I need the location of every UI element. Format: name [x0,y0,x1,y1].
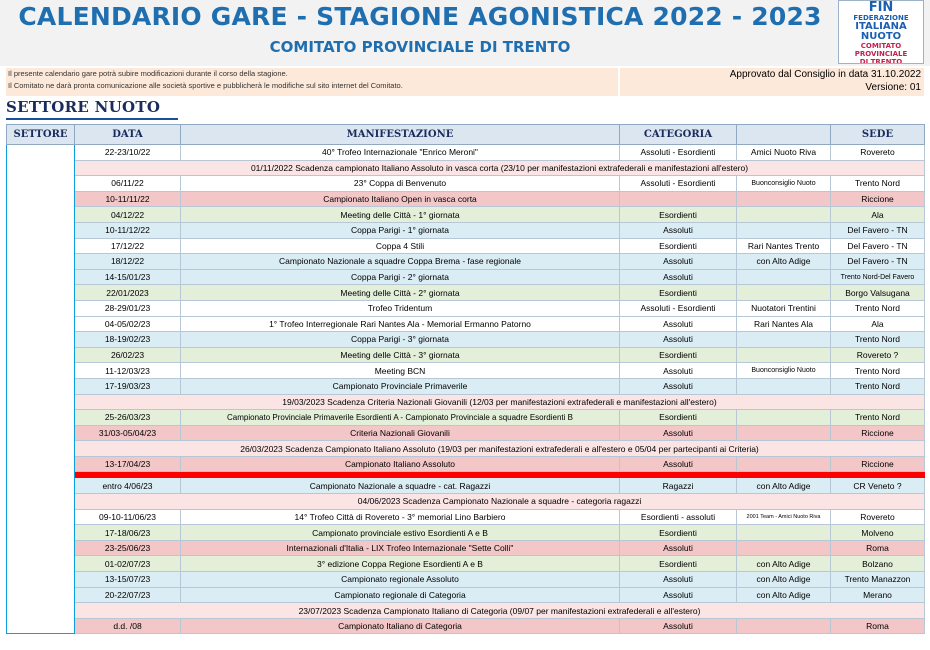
venue-cell: Trento Nord [831,332,925,348]
society-cell [737,540,831,556]
category-cell: Assoluti - Esordienti [620,300,737,316]
logo-provinciale: PROVINCIALE [854,50,908,58]
date-cell: 01-02/07/23 [75,556,181,572]
date-cell: 10-11/11/22 [75,191,181,207]
event-name-cell: 3° edizione Coppa Regione Esordienti A e B [181,556,620,572]
date-cell: 04/12/22 [75,207,181,223]
sector-label-nuoto [7,145,75,634]
date-cell: d.d. /08 [75,618,181,634]
date-cell: 11-12/03/23 [75,363,181,379]
table-row [7,618,925,634]
table-row [7,207,925,223]
venue-cell: Molveno [831,525,925,541]
deadline-notice-row [7,441,925,457]
date-cell: 23-25/06/23 [75,540,181,556]
event-name-cell: Coppa Parigi - 1° giornata [181,222,620,238]
venue-cell: Roma [831,618,925,634]
table-row [7,254,925,270]
fin-logo [838,0,924,64]
category-cell [620,191,737,207]
society-cell: con Alto Adige [737,587,831,603]
date-cell: 20-22/07/23 [75,587,181,603]
date-cell: 26/02/23 [75,347,181,363]
table-row [7,509,925,525]
category-cell: Esordienti [620,347,737,363]
event-name-cell: Criteria Nazionali Giovanili [181,425,620,441]
event-name-cell: Campionato provinciale estivo Esordienti A e B [181,525,620,541]
event-name-cell: Campionato Italiano di Categoria [181,618,620,634]
calendar-table [6,124,925,634]
category-cell: Assoluti - Esordienti [620,145,737,161]
category-cell: Assoluti [620,222,737,238]
society-cell: con Alto Adige [737,478,831,494]
date-cell: 18/12/22 [75,254,181,270]
society-cell: 2001 Team - Amici Nuoto Riva [737,509,831,525]
table-row [7,540,925,556]
event-name-cell: Campionato Provinciale Primaverile [181,378,620,394]
table-row [7,525,925,541]
category-cell: Ragazzi [620,478,737,494]
society-cell: Buonconsiglio Nuoto [737,363,831,379]
category-cell: Assoluti [620,378,737,394]
sector-letter: U [36,362,45,377]
version-text: Versione: 01 [865,82,921,93]
approval-text: Approvato dal Consiglio in data 31.10.2022 [729,69,921,80]
event-name-cell: Campionato Nazionale a squadre Coppa Brema - fase regionale [181,254,620,270]
date-cell: 04-05/02/23 [75,316,181,332]
date-cell: 31/03-05/04/23 [75,425,181,441]
table-row [7,269,925,285]
event-name-cell: Coppa 4 Stili [181,238,620,254]
event-name-cell: 14° Trofeo Città di Rovereto - 3° memorial Lino Barbiero [181,509,620,525]
event-name-cell: Campionato Italiano Open in vasca corta [181,191,620,207]
col-sede: SEDE [831,125,925,145]
col-societa [737,125,831,145]
sector-letter: O [35,382,46,397]
venue-cell: Trento Nord [831,300,925,316]
venue-cell: Trento Manazzon [831,572,925,588]
date-cell: 17-18/06/23 [75,525,181,541]
date-cell: 10-11/12/22 [75,222,181,238]
category-cell: Assoluti [620,363,737,379]
sector-letter: O [35,422,46,437]
venue-cell: Del Favero - TN [831,222,925,238]
date-cell: 13-17/04/23 [75,456,181,472]
logo-nuoto: NUOTO [860,31,902,42]
logo-federazione: FEDERAZIONE [853,14,909,22]
table-row [7,191,925,207]
venue-cell: Trento Nord [831,363,925,379]
event-name-cell: Campionato regionale Assoluto [181,572,620,588]
category-cell: Esordienti [620,207,737,223]
society-cell: con Alto Adige [737,572,831,588]
society-cell [737,332,831,348]
venue-cell: Riccione [831,456,925,472]
category-cell: Assoluti [620,316,737,332]
col-categoria: CATEGORIA [620,125,737,145]
society-cell: Nuotatori Trentini [737,300,831,316]
society-cell [737,285,831,301]
category-cell: Assoluti [620,254,737,270]
venue-cell: Borgo Valsugana [831,285,925,301]
category-cell: Esordienti [620,525,737,541]
society-cell [737,456,831,472]
society-cell [737,525,831,541]
note-line-1: Il presente calendario gare potrà subire modificazioni durante il corso della stagione. [8,69,288,78]
venue-cell: Rovereto [831,145,925,161]
table-row [7,347,925,363]
note-line-2: Il Comitato ne darà pronta comunicazione alle società sportive e pubblicherà le modifiche sul sito internet del Comitato. [8,81,403,90]
date-cell: 09-10-11/06/23 [75,509,181,525]
date-cell: 22/01/2023 [75,285,181,301]
date-cell: 17-19/03/23 [75,378,181,394]
venue-cell: Ala [831,207,925,223]
date-cell: entro 4/06/23 [75,478,181,494]
logo-comitato: COMITATO [860,42,902,50]
page-title: CALENDARIO GARE - STAGIONE AGONISTICA 2022 - 2023 [18,2,822,31]
table-row [7,145,925,161]
logo-di-trento: DI TRENTO [859,58,903,64]
category-cell: Assoluti [620,456,737,472]
date-cell: 25-26/03/23 [75,410,181,426]
event-name-cell: Meeting delle Città - 3° giornata [181,347,620,363]
event-name-cell: Internazionali d'Italia - LIX Trofeo Internazionale "Sette Colli" [181,540,620,556]
society-cell: con Alto Adige [737,254,831,270]
society-cell: Buonconsiglio Nuoto [737,176,831,192]
event-name-cell: Campionato Italiano Assoluto [181,456,620,472]
deadline-notice-row [7,494,925,510]
notes-box [6,68,618,96]
date-cell: 17/12/22 [75,238,181,254]
section-underline [6,118,178,120]
venue-cell: Ala [831,316,925,332]
table-row [7,176,925,192]
table-row [7,410,925,426]
table-row [7,238,925,254]
category-cell: Esordienti [620,556,737,572]
deadline-notice-row [7,603,925,619]
col-manifestazione: MANIFESTAZIONE [181,125,620,145]
table-row [7,587,925,603]
date-cell: 18-19/02/23 [75,332,181,348]
category-cell: Esordienti [620,410,737,426]
venue-cell: Trento Nord [831,410,925,426]
sector-letter: N [36,342,45,357]
col-settore: SETTORE [7,125,75,145]
society-cell [737,410,831,426]
section-title: SETTORE NUOTO [6,98,161,116]
table-row [7,332,925,348]
event-name-cell: Campionato Nazionale a squadre - cat. Ragazzi [181,478,620,494]
page-subtitle: COMITATO PROVINCIALE DI TRENTO [269,38,571,56]
logo-fin: FIN [868,0,894,15]
event-name-cell: Meeting BCN [181,363,620,379]
category-cell: Assoluti - Esordienti [620,176,737,192]
deadline-notice: 04/06/2023 Scadenza Campionato Nazionale a squadre - categoria ragazzi [75,494,925,510]
deadline-notice-row [7,394,925,410]
venue-cell: Riccione [831,191,925,207]
category-cell: Assoluti [620,618,737,634]
venue-cell: Trento Nord [831,378,925,394]
event-name-cell: Coppa Parigi - 2° giornata [181,269,620,285]
event-name-cell: Trofeo Tridentum [181,300,620,316]
table-row [7,363,925,379]
date-cell: 13-15/07/23 [75,572,181,588]
category-cell: Assoluti [620,572,737,588]
society-cell [737,425,831,441]
category-cell: Assoluti [620,269,737,285]
category-cell: Esordienti [620,285,737,301]
table-header-row [7,125,925,145]
col-data: DATA [75,125,181,145]
approval-box [620,68,924,96]
society-cell: con Alto Adige [737,556,831,572]
deadline-notice: 23/07/2023 Scadenza Campionato Italiano di Categoria (09/07 per manifestazioni extrafederali e all'estero) [75,603,925,619]
table-row [7,300,925,316]
society-cell: Amici Nuoto Riva [737,145,831,161]
category-cell: Esordienti - assoluti [620,509,737,525]
society-cell [737,378,831,394]
table-row [7,316,925,332]
event-name-cell: 23° Coppa di Benvenuto [181,176,620,192]
society-cell [737,191,831,207]
event-name-cell: Meeting delle Città - 2° giornata [181,285,620,301]
date-cell: 06/11/22 [75,176,181,192]
venue-cell: Bolzano [831,556,925,572]
table-row [7,378,925,394]
category-cell: Assoluti [620,332,737,348]
event-name-cell: Meeting delle Città - 1° giornata [181,207,620,223]
venue-cell: Riccione [831,425,925,441]
category-cell: Assoluti [620,540,737,556]
logo-italiana: ITALIANA [855,21,907,32]
event-name-cell: Campionato regionale di Categoria [181,587,620,603]
table-row [7,556,925,572]
table-row [7,456,925,472]
society-cell [737,207,831,223]
deadline-notice: 01/11/2022 Scadenza campionato Italiano Assoluto in vasca corta (23/10 per manifestazioni extrafederali e manifestazioni all'estero) [75,160,925,176]
table-row [7,478,925,494]
venue-cell: Del Favero - TN [831,238,925,254]
event-name-cell: 40° Trofeo Internazionale "Enrico Meroni" [181,145,620,161]
venue-cell: Roma [831,540,925,556]
deadline-notice: 26/03/2023 Scadenza Campionato Italiano Assoluto (19/03 per manifestazioni extrafederali e all'estero e 05/04 per partecipanti ai Criteria) [75,441,925,457]
venue-cell: Rovereto ? [831,347,925,363]
category-cell: Esordienti [620,238,737,254]
venue-cell: Trento Nord-Del Favero [831,269,925,285]
event-name-cell: Coppa Parigi - 3° giornata [181,332,620,348]
event-name-cell: Campionato Provinciale Primaverile Esordienti A - Campionato Provinciale a squadre Esordienti B [181,410,620,426]
event-name-cell: 1° Trofeo Interregionale Rari Nantes Ala - Memorial Ermanno Patorno [181,316,620,332]
date-cell: 14-15/01/23 [75,269,181,285]
venue-cell: Rovereto [831,509,925,525]
table-row [7,425,925,441]
deadline-notice: 19/03/2023 Scadenza Criteria Nazionali Giovanili (12/03 per manifestazioni extrafederali e manifestazioni all'estero) [75,394,925,410]
society-cell: Rari Nantes Trento [737,238,831,254]
society-cell [737,222,831,238]
date-cell: 28-29/01/23 [75,300,181,316]
page-header [0,0,930,66]
table-row [7,222,925,238]
society-cell [737,618,831,634]
deadline-notice-row [7,160,925,176]
venue-cell: CR Veneto ? [831,478,925,494]
table-row [7,285,925,301]
sector-letter: T [36,402,45,417]
venue-cell: Merano [831,587,925,603]
society-cell [737,347,831,363]
category-cell: Assoluti [620,587,737,603]
date-cell: 22-23/10/22 [75,145,181,161]
table-body [7,145,925,634]
society-cell [737,269,831,285]
society-cell: Rari Nantes Ala [737,316,831,332]
category-cell: Assoluti [620,425,737,441]
venue-cell: Del Favero - TN [831,254,925,270]
venue-cell: Trento Nord [831,176,925,192]
table-row [7,572,925,588]
